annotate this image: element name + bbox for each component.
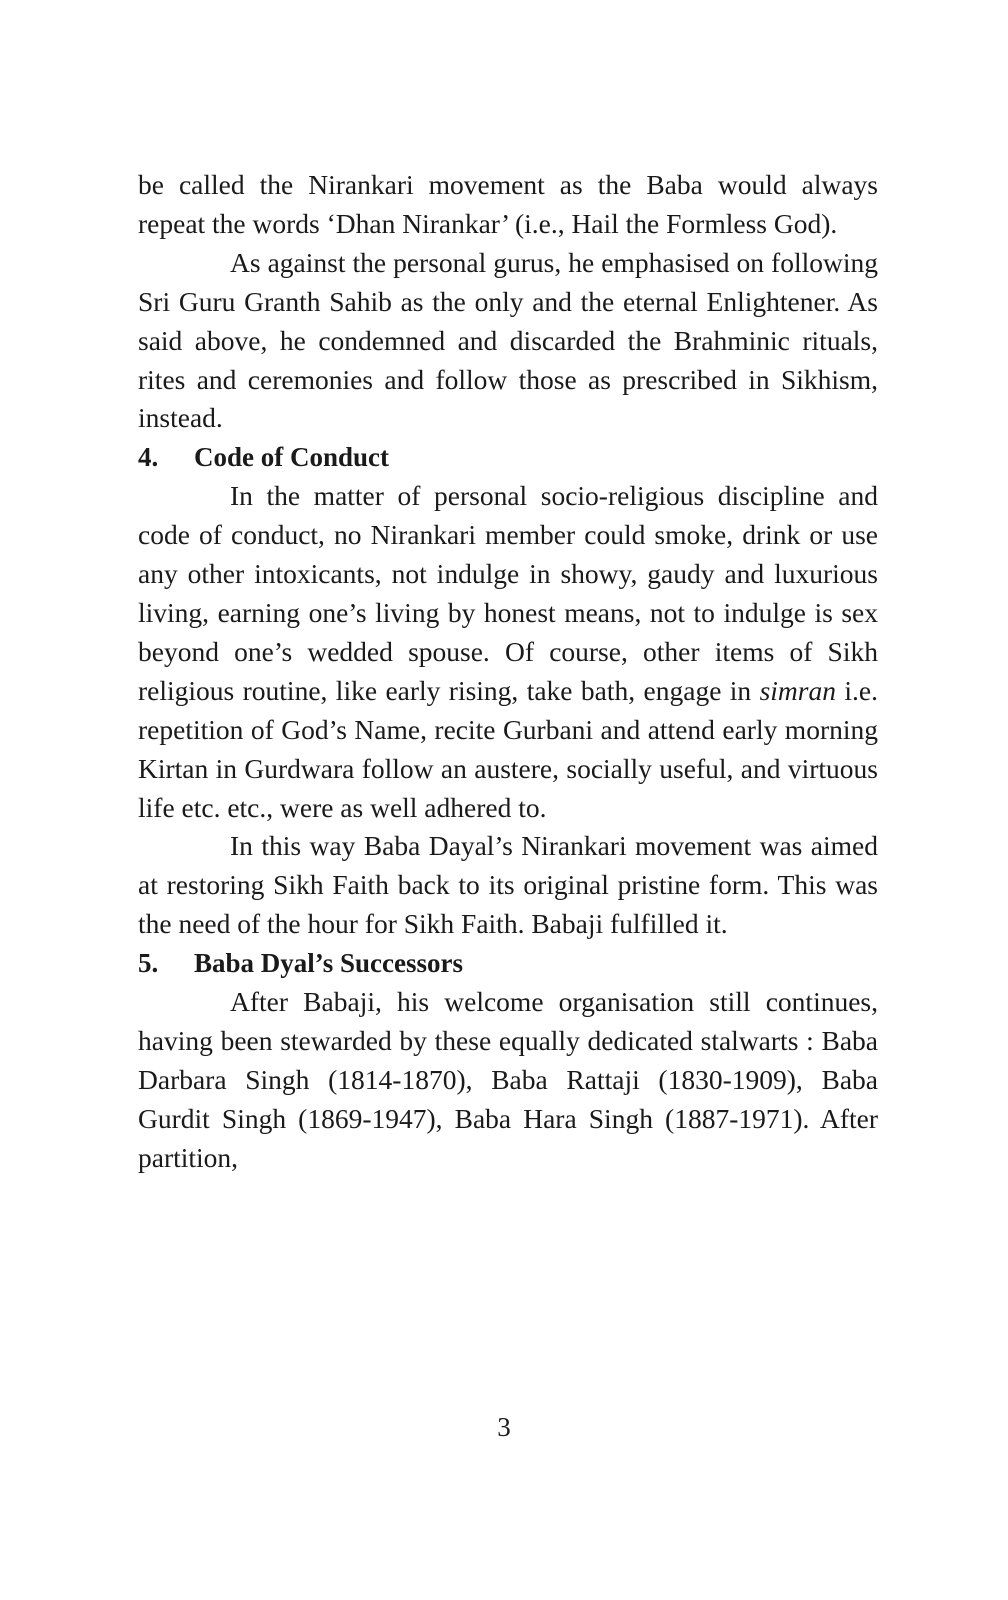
section-4-paragraph-1-text-b: i.e. repetition of God’s Name, recite Gurbani and attend early morning Kirtan in Gurdwara follow an austere, socially useful, and virtuous life etc. etc., were as well adhered to. [138, 674, 878, 823]
section-4-paragraph-2: In this way Baba Dayal’s Nirankari movement was aimed at restoring Sikh Faith back to its original pristine form. This was the need of the hour for Sikh Faith. Babaji fulfilled it. [138, 830, 878, 940]
section-4-paragraph-1-text-a: In the matter of personal socio-religious discipline and code of conduct, no Nirankari member could smoke, drink or use any other intoxicants, not indulge in showy, gaudy and luxurious living, earning one’s living by honest means, not to indulge is sex beyond one’s wedded spouse. Of course, other items of Sikh religious routine, like early rising, take bath, engage in [138, 480, 878, 706]
paragraph-intro-2: As against the personal gurus, he emphasised on following Sri Guru Granth Sahib as the only and the eternal Enlightener. As said above, he condemned and discarded the Brahminic rituals, rites and ceremonies and follow those as prescribed in Sikhism, instead. [138, 246, 878, 434]
paragraph-intro-1: be called the Nirankari movement as the Baba would always repeat the words ‘Dhan Nirankar’ (i.e., Hail the Formless God). [138, 169, 878, 239]
section-4-number: 4. [138, 442, 159, 473]
section-4-paragraph-1 [138, 477, 878, 827]
italic-term-simran: simran [759, 674, 836, 706]
section-5-heading [138, 944, 878, 983]
page-number: 3 [497, 1412, 511, 1442]
section-5-number: 5. [138, 948, 159, 979]
section-5-title: Baba Dyal’s Successors [194, 948, 464, 979]
section-4-heading [138, 438, 878, 477]
section-5-paragraph-1: After Babaji, his welcome organisation still continues, having been stewarded by these equally dedicated stalwarts : Baba Darbara Singh (1814-1870), Baba Rattaji (1830-1909), Baba Gurdit Singh (1869-1947), Baba Hara Singh (1887-1971). After partition, [138, 986, 878, 1173]
section-4-title: Code of Conduct [194, 442, 390, 473]
page-body [138, 166, 878, 1178]
